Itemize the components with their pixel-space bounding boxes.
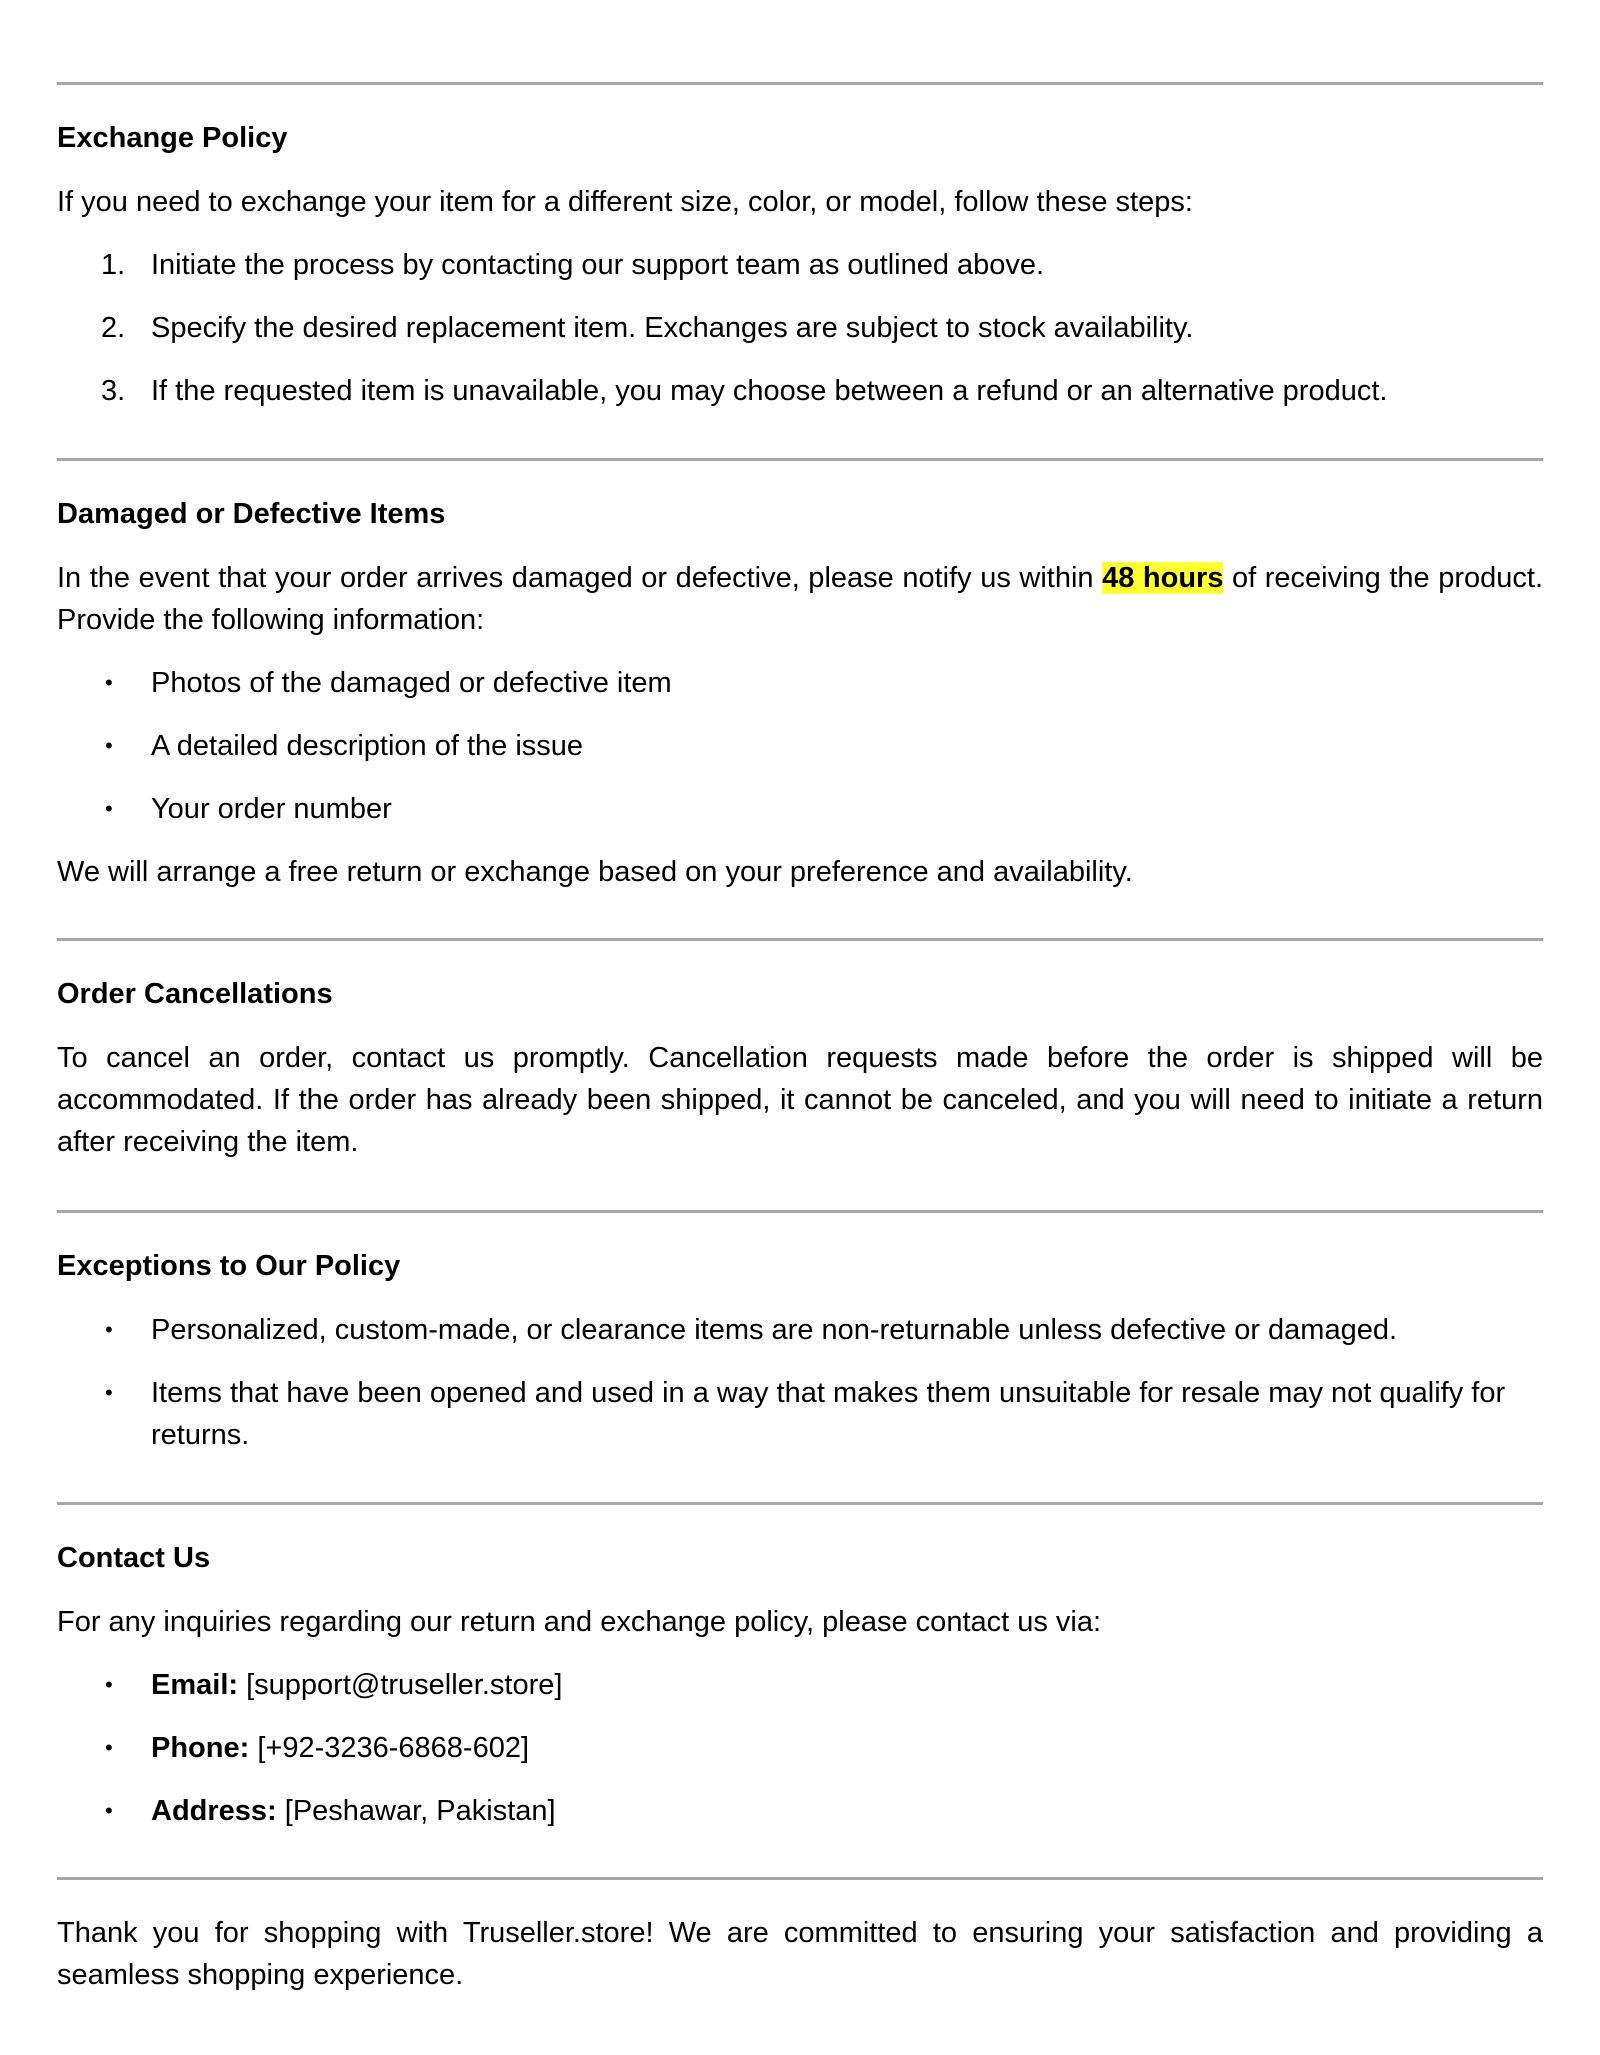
exceptions-section <box>57 1248 1543 1456</box>
list-number: 3. <box>101 375 126 407</box>
damaged-items-intro <box>57 557 1543 641</box>
list-item-text: If the requested item is unavailable, you may choose between a refund or an alternative product. <box>151 375 1388 407</box>
address-value: [Peshawar, Pakistan] <box>276 1795 556 1827</box>
contact-email-item <box>57 1664 1543 1706</box>
list-item <box>57 1309 1543 1351</box>
bullet-icon: • <box>105 1672 113 1697</box>
list-item <box>57 725 1543 767</box>
exchange-policy-section <box>57 120 1543 412</box>
closing-section <box>57 1912 1543 1996</box>
section-divider <box>57 458 1543 461</box>
bullet-icon: • <box>105 670 113 695</box>
list-item-text: Personalized, custom-made, or clearance items are non-returnable unless defective or damaged. <box>151 1314 1398 1346</box>
email-label: Email: <box>151 1669 239 1701</box>
damaged-intro-after: of receiving the product. Provide the following information: <box>57 562 1544 636</box>
list-number: 1. <box>101 249 126 281</box>
list-item-text: Photos of the damaged or defective item <box>151 667 672 699</box>
contact-intro: For any inquiries regarding our return and exchange policy, please contact us via: <box>57 1606 1102 1638</box>
address-label: Address: <box>151 1795 277 1827</box>
contact-address-item <box>57 1790 1543 1832</box>
exchange-steps-list <box>57 244 1543 412</box>
bullet-icon: • <box>105 1798 113 1823</box>
deadline-highlight: 48 hours <box>1102 562 1224 594</box>
section-divider <box>57 1502 1543 1505</box>
exchange-policy-heading: Exchange Policy <box>57 122 288 154</box>
section-divider <box>57 1210 1543 1213</box>
bullet-icon: • <box>105 733 113 758</box>
list-item <box>57 788 1543 830</box>
contact-section <box>57 1540 1543 1832</box>
section-divider <box>57 1877 1543 1880</box>
cancellations-text: To cancel an order, contact us promptly. Cancellation requests made before the order is shipped will be accommodated. If the order has already been shipped, it cannot be canceled, and you will need to initiate a return after receiving the item. <box>57 1042 1543 1158</box>
bullet-icon: • <box>105 1380 113 1405</box>
list-item-text: Your order number <box>151 793 392 825</box>
list-item-text: Initiate the process by contacting our support team as outlined above. <box>151 249 1045 281</box>
exceptions-heading: Exceptions to Our Policy <box>57 1250 401 1282</box>
cancellations-heading: Order Cancellations <box>57 978 333 1010</box>
damaged-intro-before: In the event that your order arrives damaged or defective, please notify us within <box>57 562 1103 594</box>
list-item-text: Specify the desired replacement item. Exchanges are subject to stock availability. <box>151 312 1194 344</box>
cancellations-section <box>57 976 1543 1163</box>
email-value: [support@truseller.store] <box>238 1669 563 1701</box>
damaged-info-list <box>57 662 1543 830</box>
contact-list <box>57 1664 1543 1832</box>
exchange-policy-intro: If you need to exchange your item for a different size, color, or model, follow these steps: <box>57 186 1193 218</box>
list-item <box>57 662 1543 704</box>
contact-heading: Contact Us <box>57 1542 211 1574</box>
bullet-icon: • <box>105 1317 113 1342</box>
section-divider <box>57 938 1543 941</box>
list-number: 2. <box>101 312 126 344</box>
bullet-icon: • <box>105 1735 113 1760</box>
contact-phone-item <box>57 1727 1543 1769</box>
section-divider <box>57 82 1543 85</box>
damaged-items-outro: We will arrange a free return or exchange based on your preference and availability. <box>57 856 1133 888</box>
list-item <box>57 1372 1543 1456</box>
phone-label: Phone: <box>151 1732 250 1764</box>
damaged-items-heading: Damaged or Defective Items <box>57 498 446 530</box>
list-item-text: A detailed description of the issue <box>151 730 584 762</box>
list-item <box>57 244 1543 286</box>
phone-value: [+92-3236-6868-602] <box>249 1732 530 1764</box>
bullet-icon: • <box>105 796 113 821</box>
list-item <box>57 307 1543 349</box>
exceptions-list <box>57 1309 1543 1456</box>
damaged-items-section <box>57 496 1543 893</box>
closing-text: Thank you for shopping with Truseller.store! We are committed to ensuring your satisfaction and providing a seamless shopping experience. <box>57 1917 1543 1991</box>
list-item <box>57 370 1543 412</box>
list-item-text: Items that have been opened and used in a way that makes them unsuitable for resale may not qualify for returns. <box>151 1377 1506 1451</box>
